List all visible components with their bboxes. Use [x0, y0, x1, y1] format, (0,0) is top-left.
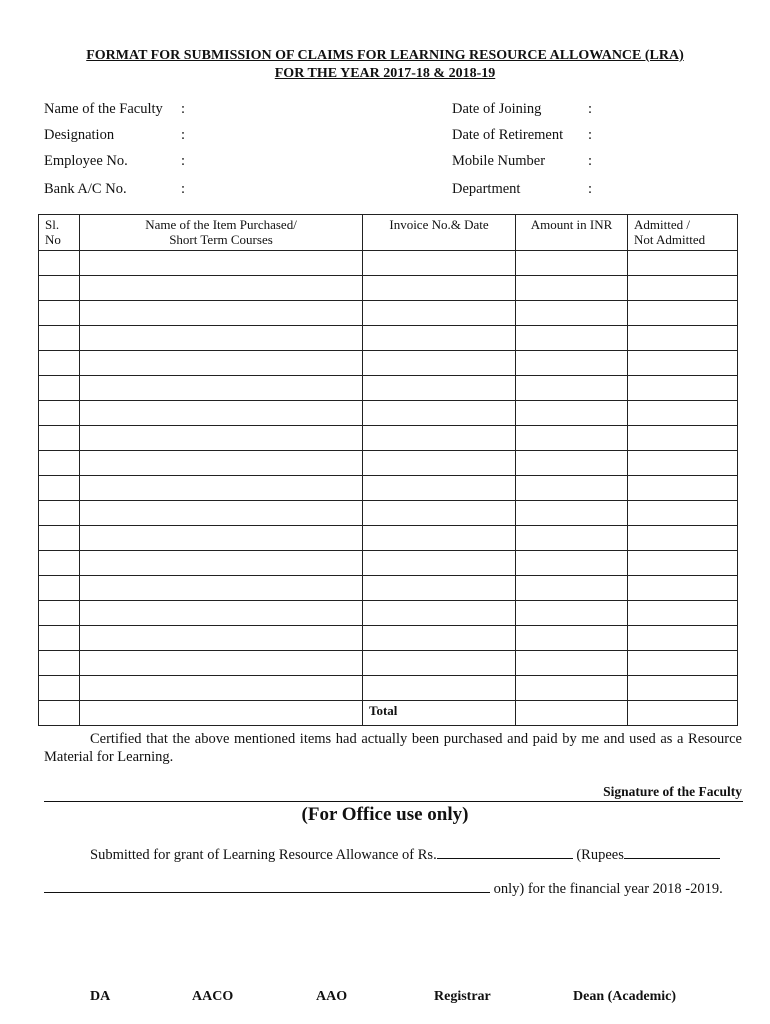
table-row: [39, 576, 738, 601]
cell-invoice[interactable]: [363, 526, 516, 551]
cell-admitted[interactable]: [628, 651, 738, 676]
cell-item-name[interactable]: [80, 576, 363, 601]
cell-sl-no[interactable]: [39, 301, 80, 326]
cell-amount[interactable]: [516, 526, 628, 551]
faculty-signature-label: Signature of the Faculty: [603, 784, 742, 799]
cell-item-name[interactable]: [80, 301, 363, 326]
cell-invoice[interactable]: [363, 351, 516, 376]
cell-invoice[interactable]: [363, 676, 516, 701]
cell-invoice[interactable]: [363, 276, 516, 301]
cell-item-name[interactable]: [80, 676, 363, 701]
cell-sl-no[interactable]: [39, 276, 80, 301]
total-label-cell: [363, 701, 516, 726]
cell-invoice[interactable]: [363, 401, 516, 426]
cell-admitted[interactable]: [628, 676, 738, 701]
grant-rupees: (Rupees: [572, 847, 624, 863]
total-cell-item: [80, 701, 363, 726]
cell-admitted[interactable]: [628, 551, 738, 576]
signatory-aaco: AACO: [192, 989, 234, 1004]
field-label-employee-no: Employee No.: [44, 153, 128, 169]
cell-sl-no[interactable]: [39, 601, 80, 626]
table-row: [39, 601, 738, 626]
header-sl-line2: No: [45, 232, 61, 247]
header-item-line2: Short Term Courses: [169, 232, 273, 247]
cell-admitted[interactable]: [628, 426, 738, 451]
field-separator: :: [181, 181, 186, 197]
table-row: [39, 626, 738, 651]
cell-amount[interactable]: [516, 476, 628, 501]
cell-amount[interactable]: [516, 676, 628, 701]
table-row: [39, 451, 738, 476]
claims-table: [38, 214, 738, 726]
cell-amount[interactable]: [516, 501, 628, 526]
cell-admitted[interactable]: [628, 601, 738, 626]
rupees-words-continued-blank-field[interactable]: [44, 878, 490, 893]
table-row: [39, 401, 738, 426]
cell-item-name[interactable]: [80, 251, 363, 276]
section-divider: [44, 801, 743, 802]
cell-admitted[interactable]: [628, 401, 738, 426]
cell-admitted[interactable]: [628, 476, 738, 501]
grant-suffix: only) for the financial year 2018 -2019.: [490, 881, 723, 897]
field-label-department: Department: [452, 181, 521, 197]
field-label-mobile-number: Mobile Number: [452, 153, 546, 169]
header-invoice-text: Invoice No.& Date: [389, 217, 489, 232]
rupees-words-blank-field[interactable]: [624, 844, 720, 859]
cell-invoice[interactable]: [363, 501, 516, 526]
cell-sl-no[interactable]: [39, 376, 80, 401]
header-invoice: [363, 215, 516, 251]
cell-sl-no[interactable]: [39, 251, 80, 276]
header-sl-line1: Sl.: [45, 217, 60, 232]
cell-item-name[interactable]: [80, 401, 363, 426]
total-admitted-cell[interactable]: [628, 701, 738, 726]
cell-invoice[interactable]: [363, 326, 516, 351]
cell-admitted[interactable]: [628, 526, 738, 551]
cell-sl-no[interactable]: [39, 476, 80, 501]
cell-invoice[interactable]: [363, 376, 516, 401]
field-separator: :: [181, 127, 186, 143]
cell-admitted[interactable]: [628, 351, 738, 376]
cell-amount[interactable]: [516, 626, 628, 651]
form-title-line-1: FORMAT FOR SUBMISSION OF CLAIMS FOR LEARNING RESOURCE ALLOWANCE (LRA): [86, 48, 684, 63]
cell-invoice[interactable]: [363, 476, 516, 501]
table-row: [39, 651, 738, 676]
cell-admitted[interactable]: [628, 576, 738, 601]
cell-amount[interactable]: [516, 426, 628, 451]
cell-amount[interactable]: [516, 276, 628, 301]
field-separator: :: [181, 101, 186, 117]
table-header-row: [39, 215, 738, 251]
amount-blank-field[interactable]: [437, 844, 573, 859]
cell-admitted[interactable]: [628, 451, 738, 476]
office-use-heading: (For Office use only): [301, 804, 469, 825]
cell-amount[interactable]: [516, 401, 628, 426]
field-label-name-of-faculty: Name of the Faculty: [44, 101, 163, 117]
total-label: Total: [369, 703, 398, 718]
table-row: [39, 676, 738, 701]
cell-item-name[interactable]: [80, 376, 363, 401]
field-separator: :: [181, 153, 186, 169]
table-row: [39, 251, 738, 276]
field-separator: :: [588, 153, 593, 169]
header-item-line1: Name of the Item Purchased/: [145, 217, 297, 232]
cell-amount[interactable]: [516, 451, 628, 476]
cell-sl-no[interactable]: [39, 651, 80, 676]
total-row: [39, 701, 738, 726]
cell-amount[interactable]: [516, 351, 628, 376]
cell-item-name[interactable]: [80, 276, 363, 301]
cell-invoice[interactable]: [363, 451, 516, 476]
cell-sl-no[interactable]: [39, 451, 80, 476]
cell-item-name[interactable]: [80, 501, 363, 526]
header-sl-no: [39, 215, 80, 251]
cell-invoice[interactable]: [363, 651, 516, 676]
grant-line-1: [90, 844, 720, 864]
table-row: [39, 276, 738, 301]
cell-item-name[interactable]: [80, 626, 363, 651]
cell-item-name[interactable]: [80, 326, 363, 351]
cell-admitted[interactable]: [628, 251, 738, 276]
header-item-name: [80, 215, 363, 251]
cell-amount[interactable]: [516, 651, 628, 676]
field-label-date-of-joining: Date of Joining: [452, 101, 542, 117]
grant-prefix: Submitted for grant of Learning Resource Allowance of Rs.: [90, 847, 437, 863]
table-row: [39, 551, 738, 576]
cell-item-name[interactable]: [80, 351, 363, 376]
certification-text: Certified that the above mentioned items had actually been purchased and paid by me and used as a Resource Material for Learning.: [44, 731, 742, 765]
claims-table-body: [39, 251, 738, 726]
cell-invoice[interactable]: [363, 301, 516, 326]
cell-sl-no[interactable]: [39, 351, 80, 376]
cell-sl-no[interactable]: [39, 551, 80, 576]
cell-item-name[interactable]: [80, 451, 363, 476]
cell-admitted[interactable]: [628, 326, 738, 351]
cell-admitted[interactable]: [628, 626, 738, 651]
cell-admitted[interactable]: [628, 376, 738, 401]
cell-admitted[interactable]: [628, 276, 738, 301]
cell-sl-no[interactable]: [39, 576, 80, 601]
signatory-dean-academic: Dean (Academic): [573, 989, 677, 1004]
cell-item-name[interactable]: [80, 551, 363, 576]
cell-item-name[interactable]: [80, 651, 363, 676]
cell-sl-no[interactable]: [39, 526, 80, 551]
form-title-line-2: FOR THE YEAR 2017-18 & 2018-19: [274, 66, 496, 81]
cell-amount[interactable]: [516, 326, 628, 351]
header-admitted-line2: Not Admitted: [634, 232, 706, 247]
cell-invoice[interactable]: [363, 426, 516, 451]
cell-amount[interactable]: [516, 551, 628, 576]
cell-invoice[interactable]: [363, 626, 516, 651]
cell-item-name[interactable]: [80, 526, 363, 551]
cell-invoice[interactable]: [363, 576, 516, 601]
cell-amount[interactable]: [516, 376, 628, 401]
cell-amount[interactable]: [516, 576, 628, 601]
cell-amount[interactable]: [516, 301, 628, 326]
cell-invoice[interactable]: [363, 251, 516, 276]
cell-item-name[interactable]: [80, 601, 363, 626]
cell-item-name[interactable]: [80, 476, 363, 501]
table-row: [39, 326, 738, 351]
header-admitted: [628, 215, 738, 251]
cell-sl-no[interactable]: [39, 626, 80, 651]
cell-sl-no[interactable]: [39, 326, 80, 351]
cell-amount[interactable]: [516, 251, 628, 276]
table-row: [39, 376, 738, 401]
cell-sl-no[interactable]: [39, 401, 80, 426]
cell-admitted[interactable]: [628, 301, 738, 326]
field-label-designation: Designation: [44, 127, 115, 143]
signatory-da: DA: [90, 989, 111, 1004]
header-amount: [516, 215, 628, 251]
total-cell-sl: [39, 701, 80, 726]
field-label-date-of-retirement: Date of Retirement: [452, 127, 564, 143]
grant-line-2: [44, 878, 723, 898]
table-row: [39, 476, 738, 501]
cell-sl-no[interactable]: [39, 426, 80, 451]
total-amount-cell[interactable]: [516, 701, 628, 726]
table-row: [39, 501, 738, 526]
table-row: [39, 426, 738, 451]
cell-amount[interactable]: [516, 601, 628, 626]
cell-admitted[interactable]: [628, 501, 738, 526]
signatory-aao: AAO: [316, 989, 348, 1004]
signatory-registrar: Registrar: [434, 989, 491, 1004]
table-row: [39, 301, 738, 326]
field-label-bank-ac-no: Bank A/C No.: [44, 181, 127, 197]
cell-invoice[interactable]: [363, 551, 516, 576]
header-admitted-line1: Admitted /: [634, 217, 690, 232]
header-amount-text: Amount in INR: [530, 217, 613, 232]
field-separator: :: [588, 101, 593, 117]
cell-item-name[interactable]: [80, 426, 363, 451]
table-row: [39, 351, 738, 376]
field-separator: :: [588, 127, 593, 143]
table-row: [39, 526, 738, 551]
cell-sl-no[interactable]: [39, 501, 80, 526]
cell-invoice[interactable]: [363, 601, 516, 626]
field-separator: :: [588, 181, 593, 197]
cell-sl-no[interactable]: [39, 676, 80, 701]
